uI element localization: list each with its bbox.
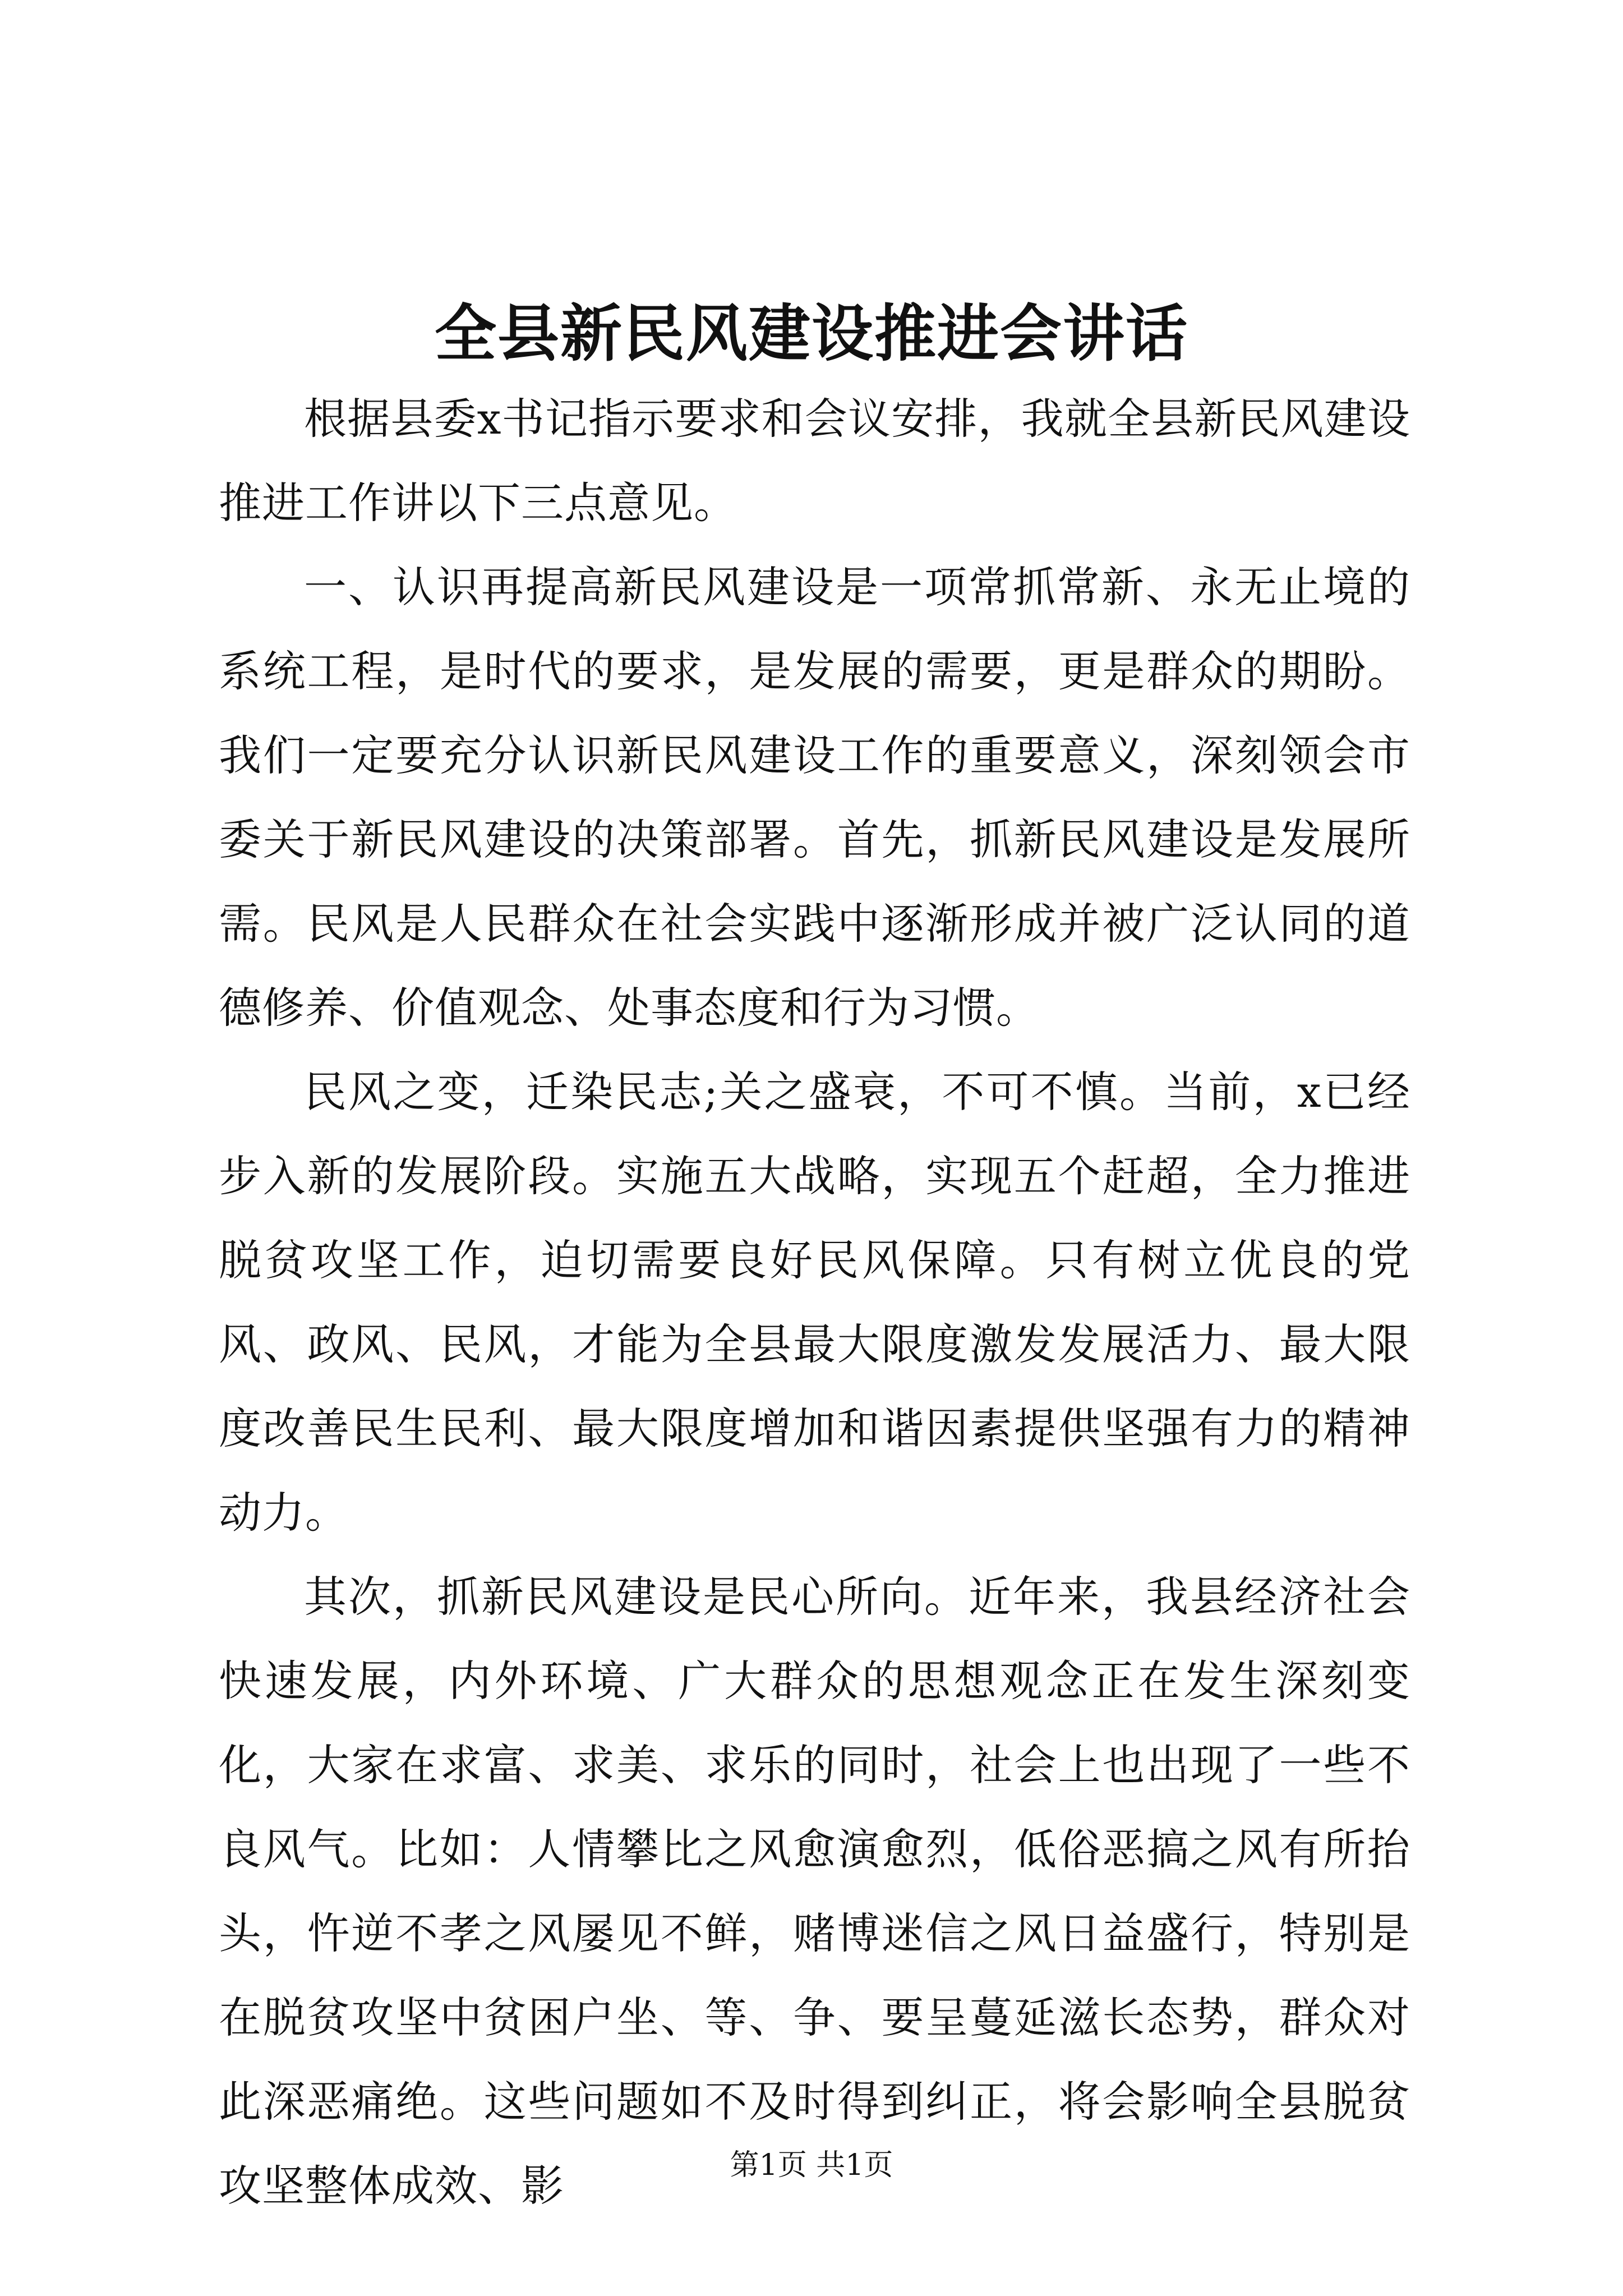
page-footer: 第1页 共1页	[730, 2148, 893, 2182]
paragraph-intro: 根据县委x书记指示要求和会议安排，我就全县新民风建设推进工作讲以下三点意见。	[219, 394, 1410, 528]
paragraph-public-will: 其次，抓新民风建设是民心所向。近年来，我县经济社会快速发展，内外环境、广大群众的思想观念正在发生深刻变化，大家在求富、求美、求乐的同时，社会上也出现了一些不良风气。比如：人情攀比之风愈演愈烈，低俗恶搞之风有所抬头，忤逆不孝之风屡见不鲜，赌博迷信之风日益盛行，特别是在脱贫攻坚中贫困户坐、等、争、要呈蔓延滋长态势，群众对此深恶痛绝。这些问题如不及时得到纠正，将会影响全县脱贫攻坚整体成效、影	[219, 1572, 1410, 2211]
document-body	[219, 377, 1410, 2228]
paragraph-folk-customs: 民风之变，迁染民志;关之盛衰，不可不慎。当前，x已经步入新的发展阶段。实施五大战略，实现五个赶超，全力推进脱贫攻坚工作，迫切需要良好民风保障。只有树立优良的党风、政风、民风，才能为全县最大限度激发发展活力、最大限度改善民生民利、最大限度增加和谐因素提供坚强有力的精神动力。	[219, 1067, 1410, 1538]
document-title: 全县新民风建设推进会讲话	[435, 297, 1188, 370]
paragraph-section-one: 一、认识再提高新民风建设是一项常抓常新、永无止境的系统工程，是时代的要求，是发展的需要，更是群众的期盼。我们一定要充分认识新民风建设工作的重要意义，深刻领会市委关于新民风建设的决策部署。首先，抓新民风建设是发展所需。民风是人民群众在社会实践中逐渐形成并被广泛认同的道德修养、价值观念、处事态度和行为习惯。	[219, 562, 1410, 1033]
